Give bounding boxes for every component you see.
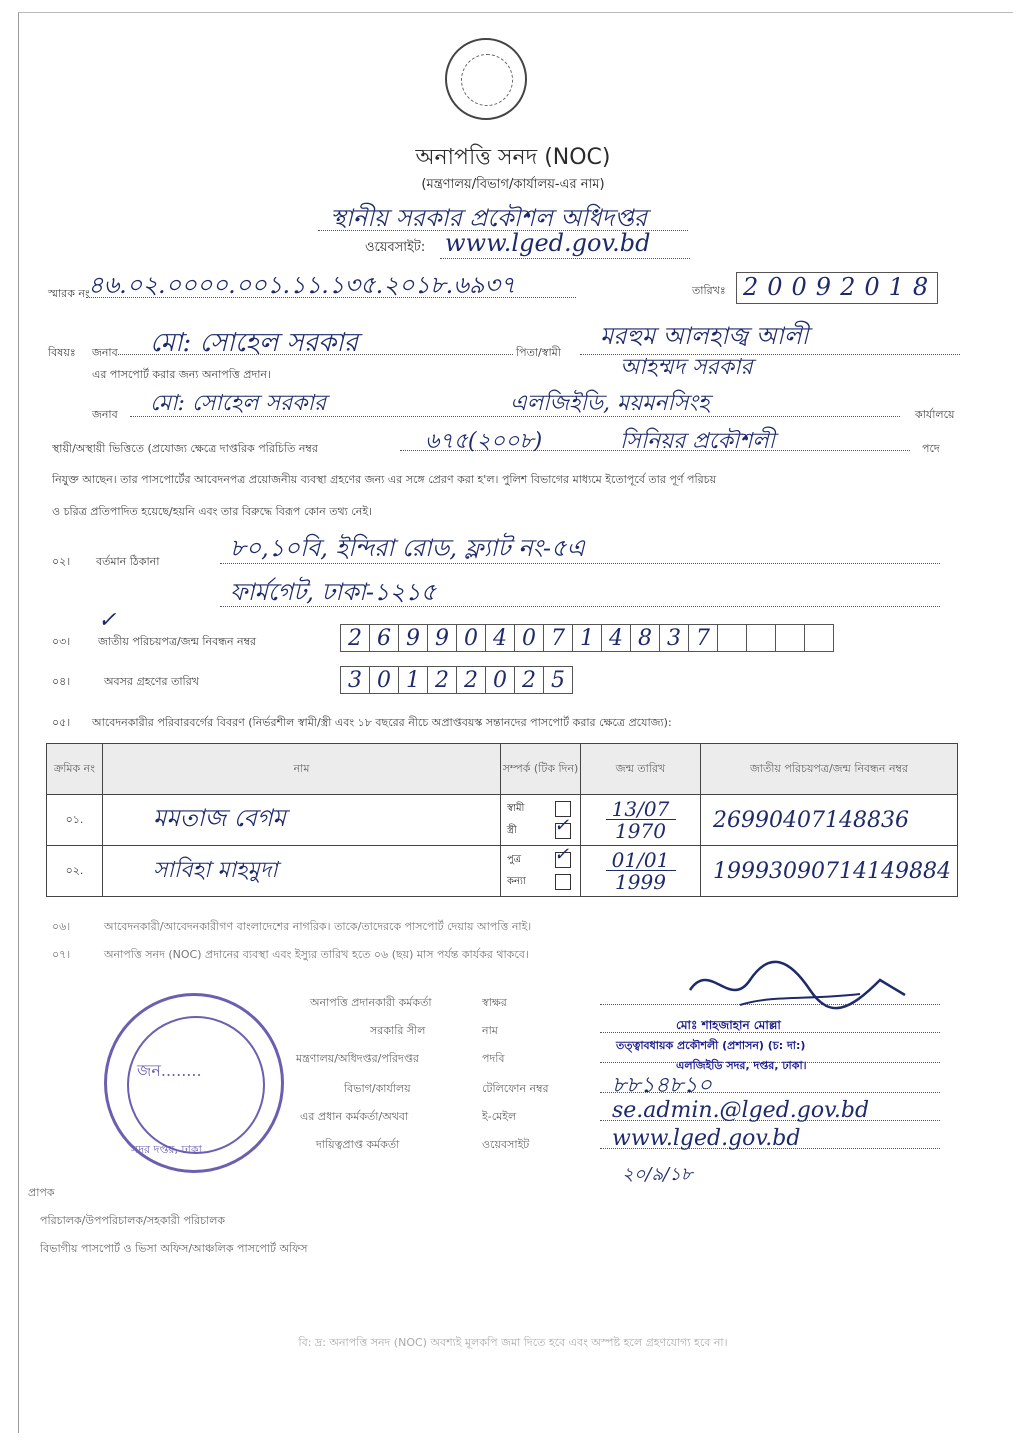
family-table-header (47, 744, 958, 795)
body-designation: সিনিয়র প্রকৌশলী (620, 429, 775, 454)
son-check-icon: ✓ (554, 844, 570, 865)
date-label: তারিখঃ (692, 284, 726, 297)
recipient-line2: বিভাগীয় পাসপোর্ট ও ভিসা অফিস/আঞ্চলিক পাসপোর্ট অফিস (40, 1242, 308, 1255)
body-office: এলজিইডি, ময়মনসিংহ (510, 391, 710, 416)
office-stamp-icon (104, 993, 284, 1173)
signature-date: ২০/৯/১৮ (622, 1164, 693, 1185)
row-serial: ০১. (47, 795, 103, 846)
family-number-label: ০৫। (52, 716, 71, 729)
nid-digit-box: 9 (428, 624, 457, 652)
nid-digit-box (718, 624, 747, 652)
document-title: অনাপত্তি সনদ (NOC) (415, 145, 611, 170)
retirement-label: অবসর গ্রহণের তারিখ (104, 675, 199, 688)
nid-digit-box: 4 (486, 624, 515, 652)
row-name: মমতাজ বেগম (103, 795, 501, 846)
signer-designation: তত্ত্বাবধায়ক প্রকৌশলী (প্রশাসন) (চ: দা:) (616, 1039, 806, 1052)
nid-label: জাতীয় পরিচয়পত্র/জন্ম নিবন্ধন নম্বর (98, 635, 257, 648)
nid-digit-box: 7 (544, 624, 573, 652)
field-email: ই-মেইল (482, 1110, 517, 1123)
row-serial: ০২. (47, 846, 103, 897)
family-table (46, 743, 958, 897)
nid-boxes (340, 624, 834, 652)
father-label: পিতা/স্বামী (516, 346, 561, 359)
signer-name: মোঃ শাহজাহান মোল্লা (676, 1018, 781, 1032)
signer-office: এলজিইডি সদর, দপ্তর, ঢাকা। (676, 1059, 807, 1072)
nid-digit-box (747, 624, 776, 652)
retirement-digit-box: 3 (340, 666, 370, 694)
applicant-name: মো: সোহেল সরকার (150, 328, 359, 358)
family-label: আবেদনকারীর পরিবারবর্গের বিবরণ (নির্ভরশীল স্বামী/স্ত্রী এবং ১৮ বছরের নীচে অপ্রাপ্তবয়স্ক সন্তানদের পাসপোর্ট করার ক্ষেত্রে প্রযোজ্য): (92, 716, 672, 729)
address-label: বর্তমান ঠিকানা (96, 555, 160, 568)
body-line2: স্থায়ী/অস্থায়ী ভিত্তিতে (প্রযোজ্য ক্ষেত্রে দাপ্তরিক পরিচিতি নম্বর (52, 442, 318, 455)
retirement-boxes (340, 666, 573, 694)
address-number: ০২। (52, 555, 71, 568)
footer-note: বি: দ্র: অনাপত্তি সনদ (NOC) অবশ্যই মূলকপি জমা দিতে হবে এবং অস্পষ্ট হলে গ্রহণযোগ্য হবে না। (298, 1336, 728, 1349)
body-janab: জনাব (92, 408, 118, 421)
nid-digit-box: 4 (602, 624, 631, 652)
website-label: ওয়েবসাইট: (365, 240, 426, 255)
signer-email: se.admin.@lged.gov.bd (612, 1098, 870, 1123)
signer-website: www.lged.gov.bd (612, 1126, 801, 1151)
row-relation: স্বামী স্ত্রী ✓ (501, 795, 581, 846)
father-name-line1: মরহুম আলহাজ্ব আলী (600, 322, 809, 350)
nid-number-label: ০৩। (52, 635, 71, 648)
retirement-digit-box: 0 (370, 666, 399, 694)
signer-label-3: মন্ত্রণালয়/অধিদপ্তর/পরিদপ্তর (296, 1052, 419, 1065)
memo-number: ৪৬.০২.০০০০.০০১.১১.১৩৫.২০১৮.৬৯৩৭ (88, 271, 516, 299)
signer-phone: ৮৮১৪৮১০ (612, 1073, 712, 1098)
row-relation: পুত্র ✓ কন্যা (501, 846, 581, 897)
nid-digit-box: 2 (340, 624, 370, 652)
header-dob: জন্ম তারিখ (581, 744, 701, 795)
father-name-line2: আহম্মদ সরকার (620, 355, 753, 380)
body-id-number: ৬৭৫(২০০৮) (425, 429, 543, 454)
field-designation: পদবি (482, 1052, 505, 1065)
nid-digit-box: 6 (370, 624, 399, 652)
body-office-label: কার্যালয়ে (915, 408, 955, 421)
signature-icon (680, 950, 920, 1020)
body-post-label: পদে (922, 442, 940, 455)
header-name: নাম (103, 744, 501, 795)
date-box: 20092018 (736, 272, 938, 304)
signer-label-6: দায়িত্বপ্রাপ্ত কর্মকর্তা (316, 1138, 400, 1151)
table-row (47, 846, 958, 897)
clause6-number: ০৬। (52, 920, 71, 933)
nid-digit-box: 8 (631, 624, 660, 652)
header-relation: সম্পর্ক (টিক দিন) (501, 744, 581, 795)
daughter-checkbox (555, 874, 571, 890)
nid-checkmark-icon: ✓ (98, 608, 117, 633)
header-id: জাতীয় পরিচয়পত্র/জন্ম নিবন্ধন নম্বর (701, 744, 958, 795)
retirement-digit-box: 2 (428, 666, 457, 694)
janab-label: জনাব (92, 346, 118, 359)
body-line3: নিযুক্ত আছেন। তার পাসপোর্টের আবেদনপত্র প্রয়োজনীয় ব্যবস্থা গ্রহণের জন্য এর সঙ্গে প্রেরণ করা হ'ল। পুলিশ বিভাগের মাধ্যমে ইতোপূর্বে তার পূর্ণ পরিচয় (52, 473, 717, 486)
signer-label-4: বিভাগ/কার্যালয় (344, 1082, 411, 1095)
office-name: স্থানীয় সরকার প্রকৌশল অধিদপ্তর (330, 204, 648, 232)
nid-digit-box: 7 (689, 624, 718, 652)
row-id: 19993090714149884 (701, 846, 958, 897)
retirement-digit-box: 1 (399, 666, 428, 694)
retirement-digit-box: 5 (544, 666, 573, 694)
clause6-text: আবেদনকারী/আবেদনকারীগণ বাংলাদেশের নাগরিক। তাকে/তাদেরকে পাসপোর্ট দেয়ায় আপত্তি নাই। (104, 920, 532, 933)
header-serial: ক্রমিক নং (47, 744, 103, 795)
subject-tail: এর পাসপোর্ট করার জন্য অনাপত্তি প্রদান। (92, 368, 271, 381)
body-name: মো: সোহেল সরকার (150, 391, 327, 416)
body-line4: ও চরিত্র প্রতিপাদিত হয়েছে/হয়নি এবং তার বিরুদ্ধে বিরূপ কোন তথ্য নেই। (52, 505, 372, 518)
row-dob: 13/07 1970 (581, 795, 701, 846)
field-website: ওয়েবসাইট (482, 1138, 530, 1151)
retirement-number-label: ০৪। (52, 675, 71, 688)
memo-label: স্মারক নং (48, 287, 90, 300)
stamp-label: জন........ (137, 1061, 202, 1080)
recipient-line1: পরিচালক/উপপরিচালক/সহকারী পরিচালক (40, 1214, 226, 1227)
nid-digit-box (805, 624, 834, 652)
signer-label-1: অনাপত্তি প্রদানকারী কর্মকর্তা (310, 996, 432, 1009)
nid-digit-box: 0 (457, 624, 486, 652)
wife-check-icon: ✓ (554, 815, 570, 836)
nid-digit-box: 9 (399, 624, 428, 652)
field-signature: স্বাক্ষর (482, 996, 507, 1009)
document-subtitle: (মন্ত্রণালয়/বিভাগ/কার্যালয়-এর নাম) (421, 177, 605, 192)
recipient-prefix: প্রাপক (28, 1186, 55, 1199)
nid-digit-box: 1 (573, 624, 602, 652)
row-id: 26990407148836 (701, 795, 958, 846)
nid-digit-box (776, 624, 805, 652)
signer-label-2: সরকারি সীল (370, 1024, 426, 1037)
website-value: www.lged.gov.bd (445, 229, 651, 257)
subject-label: বিষয়ঃ (48, 346, 76, 359)
field-phone: টেলিফোন নম্বর (482, 1082, 549, 1095)
retirement-digit-box: 0 (486, 666, 515, 694)
government-seal-icon (445, 38, 527, 120)
address-line1: ৮০,১০বি, ইন্দিরা রোড, ফ্ল্যাট নং-৫এ (230, 534, 585, 562)
row-dob: 01/01 1999 (581, 846, 701, 897)
row-name: সাবিহা মাহমুদা (103, 846, 501, 897)
stamp-ring-text: সদর দপ্তর, ঢাকা (131, 1143, 202, 1156)
nid-digit-box: 0 (515, 624, 544, 652)
clause7-text: অনাপত্তি সনদ (NOC) প্রদানের ব্যবস্থা এবং ইস্যুর তারিখ হতে ০৬ (ছয়) মাস পর্যন্ত কার্যকর থাকবে। (104, 948, 529, 961)
signer-label-5: এর প্রধান কর্মকর্তা/অথবা (300, 1110, 409, 1123)
field-name: নাম (482, 1024, 498, 1037)
table-row (47, 795, 958, 846)
retirement-digit-box: 2 (457, 666, 486, 694)
clause7-number: ০৭। (52, 948, 71, 961)
address-line2: ফার্মগেট, ঢাকা-১২১৫ (230, 578, 437, 606)
nid-digit-box: 3 (660, 624, 689, 652)
retirement-digit-box: 2 (515, 666, 544, 694)
